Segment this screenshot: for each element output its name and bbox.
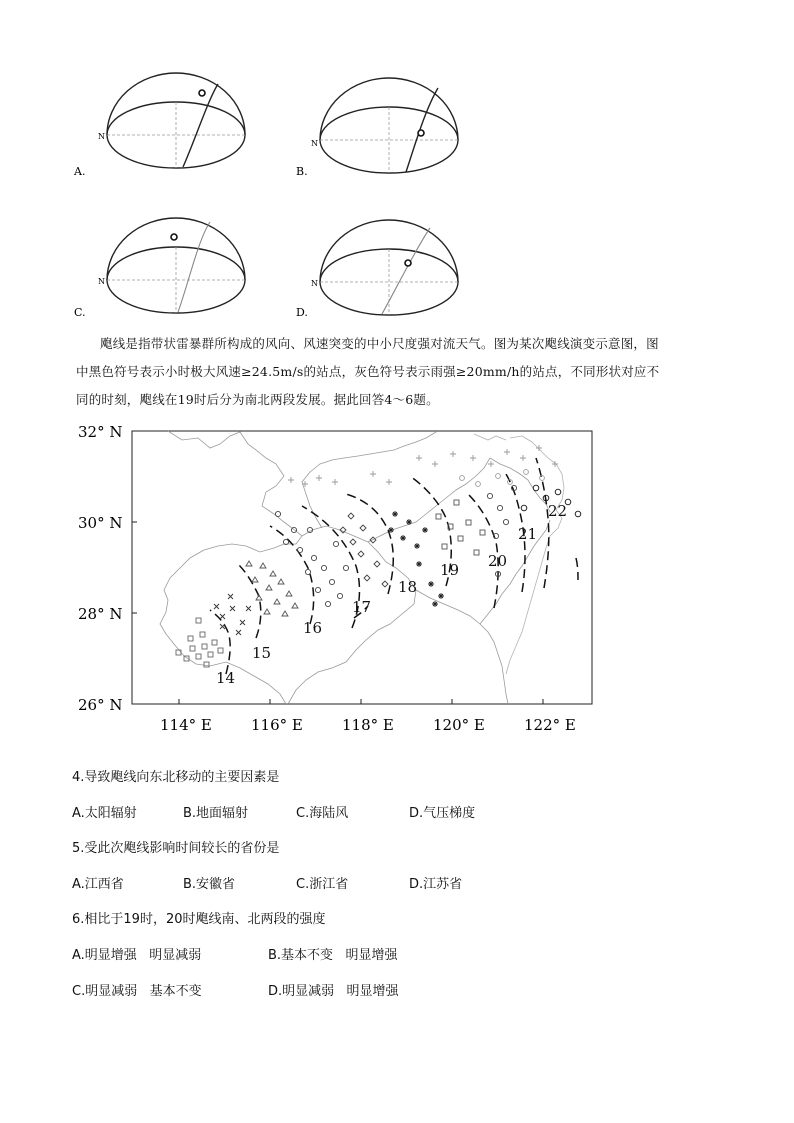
q5-option-a[interactable]: A.江西省 bbox=[72, 877, 124, 892]
q6-option-a[interactable]: A.明显增强 明显减弱 bbox=[72, 948, 202, 963]
time-label: 18 bbox=[398, 578, 418, 596]
diagram-letter-a: A. bbox=[74, 165, 86, 178]
north-label-d: N bbox=[311, 279, 318, 288]
q4-option-a[interactable]: A.太阳辐射 bbox=[72, 806, 137, 821]
time-label: 14 bbox=[216, 669, 236, 687]
latitude-axis bbox=[78, 423, 137, 714]
lon-label: 122° E bbox=[524, 716, 576, 734]
q4-option-c[interactable]: C.海陆风 bbox=[296, 806, 349, 821]
lat-label: 30° N bbox=[78, 514, 123, 532]
q4-option-d[interactable]: D.气压梯度 bbox=[409, 806, 476, 821]
intro-line-1: 飑线是指带状雷暴群所构成的风向、风速突变的中小尺度强对流天气。图为某次飑线演变示意图，图 bbox=[100, 336, 659, 351]
time-label: 15 bbox=[252, 644, 272, 662]
question-5-stem: 5.受此次飑线影响时间较长的省份是 bbox=[72, 841, 280, 856]
intro-paragraph bbox=[76, 330, 722, 414]
north-label-b: N bbox=[311, 139, 318, 148]
north-label-c: N bbox=[98, 277, 105, 286]
lon-label: 116° E bbox=[251, 716, 303, 734]
diagram-c bbox=[98, 218, 245, 313]
diagram-letter-c: C. bbox=[74, 306, 86, 319]
question-4-stem: 4.导致飑线向东北移动的主要因素是 bbox=[72, 770, 280, 785]
lat-label: 32° N bbox=[78, 423, 123, 441]
time-label: 19 bbox=[440, 561, 460, 579]
q5-option-d[interactable]: D.江苏省 bbox=[409, 877, 463, 892]
time-label: 16 bbox=[303, 619, 323, 637]
diagram-b bbox=[311, 78, 458, 173]
intro-line-2: 中黑色符号表示小时极大风速≥24.5m/s的站点，灰色符号表示雨强≥20mm/h的站点，不同形状对应不 bbox=[76, 364, 660, 379]
q6-option-d[interactable]: D.明显减弱 明显增强 bbox=[268, 984, 399, 999]
intro-line-3: 同的时刻，飑线在19时后分为南北两段发展。据此回答4～6题。 bbox=[76, 392, 439, 407]
lat-label: 26° N bbox=[78, 696, 123, 714]
time-label: 20 bbox=[488, 552, 508, 570]
lon-label: 114° E bbox=[160, 716, 212, 734]
sun-path-diagrams bbox=[74, 60, 500, 322]
squall-line-map bbox=[70, 418, 600, 738]
q6-option-c[interactable]: C.明显减弱 基本不变 bbox=[72, 984, 202, 999]
q5-option-b[interactable]: B.安徽省 bbox=[183, 877, 236, 892]
lat-label: 28° N bbox=[78, 605, 123, 623]
q6-option-b[interactable]: B.基本不变 明显增强 bbox=[268, 948, 398, 963]
time-label: 22 bbox=[548, 502, 568, 520]
lon-label: 120° E bbox=[433, 716, 485, 734]
q5-option-c[interactable]: C.浙江省 bbox=[296, 877, 349, 892]
time-label: 21 bbox=[518, 525, 538, 543]
diagram-letter-b: B. bbox=[296, 165, 308, 178]
time-label: 17 bbox=[352, 598, 372, 616]
diagram-letter-d: D. bbox=[296, 306, 308, 319]
diagram-d bbox=[311, 220, 458, 315]
lon-label: 118° E bbox=[342, 716, 394, 734]
q4-option-b[interactable]: B.地面辐射 bbox=[183, 806, 249, 821]
map-frame bbox=[132, 431, 592, 704]
north-label-a: N bbox=[98, 132, 105, 141]
diagram-a bbox=[98, 73, 245, 168]
question-6-stem: 6.相比于19时，20时飑线南、北两段的强度 bbox=[72, 912, 326, 927]
